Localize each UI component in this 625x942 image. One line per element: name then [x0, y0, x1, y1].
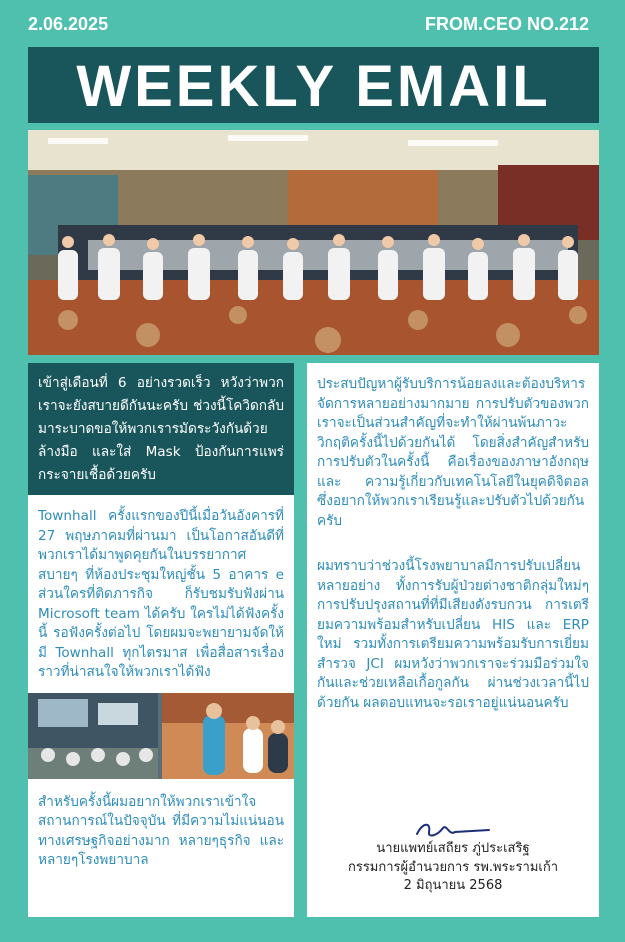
situation-paragraph: สำหรับครั้งนี้ผมอยากให้พวกเราเข้าใจสถานการณ์ในปัจจุบัน ที่มีความไม่แน่นอนทางเศรษฐกิจอย่างมาก หลายๆธุรกิจ และ หลายๆโรงพยาบาล	[38, 793, 284, 868]
intro-paragraph: เข้าสู่เดือนที่ 6 อย่างรวดเร็ว หวังว่าพวกเราจะยังสบายดีกันนะครับ ช่วงนี้โควิดกลับมาระบาดขอให้พวกเรารมัดระวังกันด้วย ล้างมือ และใส่ Mask ป้องกันการแพร่กระจายเชื้อด้วยครับ	[28, 363, 294, 495]
handwritten-signature	[413, 818, 493, 840]
signature-date: 2 มิถุนายน 2568	[403, 878, 503, 893]
hospital-changes-paragraph: ผมทราบว่าช่วงนี้โรงพยาบาลมีการปรับเปลี่ยนหลายอย่าง ทั้งการรับผู้ป่วยต่างชาติกลุ่มใหม่ๆ การปรับปรุงสถานที่ที่มีเสียงดังรบกวน การเตรียมความพร้อมสำหรับเปลี่ยน HIS และ ERP ใหม่ รวมทั้งการเตรียมความพร้อมรับการเยี่ยมสำรวจ JCI ผมหวังว่าพวกเราจะร่วมมือร่วมใจกันและช่วยเหลือเกื้อกูลกัน ผ่านช่วงเวลานี้ไปด้วยกัน ผลตอบแทนจะรอเราอยู่แน่นอนครับ	[317, 558, 589, 711]
audience-photo-illustration	[28, 693, 294, 779]
issue-date: 2.06.2025	[28, 14, 109, 34]
townhall-paragraph: Townhall ครั้งแรกของปีนี้เมื่อวันอังคารที่ 27 พฤษภาคมที่ผ่านมา เป็นโอกาสอันดีที่พวกเราได้มาพูดคุยกันในบรรยากาศสบายๆ ที่ห้องประชุมใหญ่ชั้น 5 อาคาร e ส่วนใครที่ติดภารกิจ ก็รับชมรับฟังผ่าน Microsoft team ได้ครับ ใครไม่ได้ฟังครั้งนี้ รอฟังครั้งต่อไป โดยผมจะพยายามจัดให้มี Townhall ทุกไตรมาส เพื่อสื่อสารเรื่องราวที่น่าสนใจให้พวกเราได้ฟัง	[38, 508, 284, 680]
signature-block	[307, 818, 599, 896]
signer-position: กรรมการผู้อำนวยการ รพ.พระรามเก้า	[347, 859, 559, 875]
townhall-audience-photo	[28, 693, 294, 779]
left-column	[28, 363, 294, 917]
issue-number: FROM.CEO NO.212	[424, 14, 589, 34]
group-photo-illustration	[28, 130, 599, 355]
townhall-group-photo	[28, 130, 599, 355]
adaptation-paragraph: ประสบปัญหาผู้รับบริการน้อยลงและต้องบริหารจัดการหลายอย่างมากมาย การปรับตัวของพวกเราจะเป็นส่วนสำคัญที่จะทำให้ผ่านพ้นภาวะวิกฤติครั้งนี้ไปด้วยกันได้ โดยสิ่งสำคัญสำหรับการปรับตัวในครั้งนี้ คือเรื่องของภาษาอังกฤษ และ ความรู้เกี่ยวกับเทคโนโลยีในยุคดิจิตอล ซึ่งอยากให้พวกเราเรียนรู้และปรับตัวไปด้วยกันครับ	[317, 376, 589, 529]
header-bar	[28, 14, 589, 38]
right-column	[307, 363, 599, 917]
signer-name: นายแพทย์เสถียร ภู่ประเสริฐ	[376, 841, 530, 856]
newsletter-title: WEEKLY EMAIL	[28, 47, 599, 123]
